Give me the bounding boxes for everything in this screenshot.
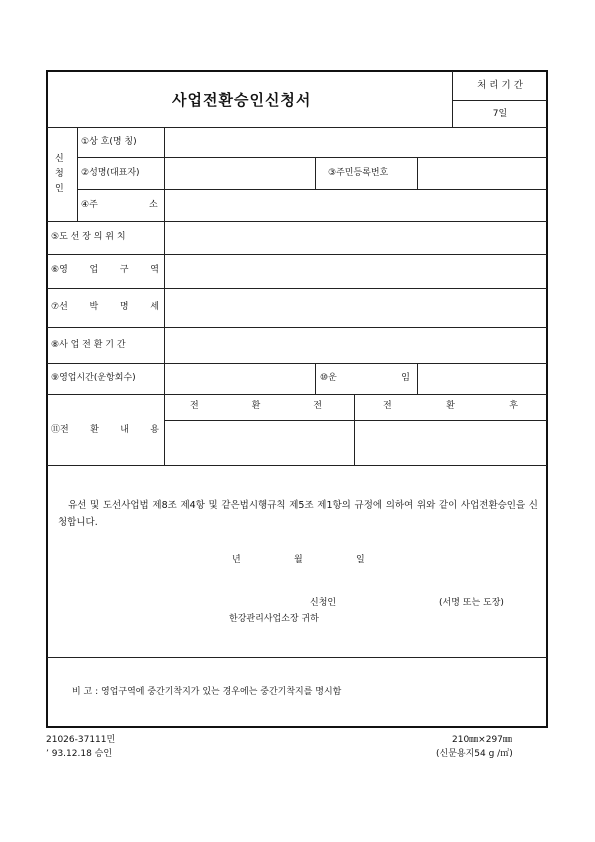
- address-label-end: 소: [149, 200, 158, 210]
- vessel-detail-label: [51, 303, 159, 312]
- vline-fare-left: [315, 363, 316, 394]
- vessel-detail-char: 박: [89, 302, 99, 312]
- vline-conv-mid: [354, 394, 355, 465]
- business-area-char: 역: [150, 265, 159, 275]
- before-char: 전: [313, 401, 322, 411]
- applicant-signature-label: 신청인: [310, 598, 337, 608]
- vline-rrn-right: [417, 157, 418, 189]
- vline-applicant: [77, 127, 78, 221]
- trade-name-label: ①상 호(명 칭): [81, 137, 137, 147]
- line-row7: [47, 363, 547, 364]
- remarks-text: 비 고 : 영업구역에 중간기착지가 있는 경우에는 중간기착지를 명시함: [72, 687, 342, 697]
- vessel-detail-char: 세: [150, 302, 159, 312]
- line-conv-bottom: [47, 465, 547, 466]
- applicant-char-2: 청: [55, 169, 64, 179]
- applicant-char-1: 신: [55, 154, 64, 164]
- line-row8: [47, 394, 547, 395]
- date-year-label: 년: [232, 555, 241, 565]
- after-char: 환: [446, 401, 455, 411]
- line-conv-head: [164, 420, 547, 421]
- date-month-label: 월: [294, 555, 303, 565]
- business-area-char: ⑥영: [51, 265, 68, 275]
- processing-period-label: 처 리 기 간: [477, 80, 523, 91]
- line-row1: [77, 157, 547, 158]
- business-hours-label: ⑨영업시간(운항회수): [51, 373, 136, 383]
- line-row6: [47, 327, 547, 328]
- before-char: 전: [190, 401, 199, 411]
- declaration-text: 유선 및 도선사업법 제8조 제4항 및 같은법시행규칙 제5조 제1항의 규정에 의하여 위와 같이 사업전환승인을 신청합니다.: [58, 500, 538, 528]
- form-number: 21026-37111민: [46, 735, 116, 745]
- before-char: 환: [251, 401, 261, 411]
- conversion-content-label: [51, 426, 159, 435]
- representative-label: ②성명(대표자): [81, 168, 140, 178]
- line-row4: [47, 254, 547, 255]
- paper-size: 210㎜×297㎜: [452, 735, 512, 745]
- addressee: 한강관리사업소장 귀하: [229, 614, 319, 624]
- applicant-char-3: 인: [55, 184, 64, 194]
- vline-processing: [452, 71, 453, 128]
- after-char: 후: [509, 401, 518, 411]
- conversion-content-char: 환: [90, 425, 99, 435]
- resident-number-label: ③주민등록번호: [328, 168, 389, 178]
- fare-label: [320, 374, 410, 383]
- dock-location-label: ⑤도 선 장 의 위 치: [51, 232, 126, 242]
- before-conversion-label: [190, 402, 322, 411]
- address-label-start: ④주: [81, 200, 98, 210]
- paper-spec: (신문용지54 g /㎡): [436, 749, 513, 759]
- business-area-label: [51, 266, 159, 275]
- line-row5: [47, 288, 547, 289]
- line-remarks-top: [47, 657, 547, 658]
- line-row2: [77, 189, 547, 190]
- line-processing-mid: [452, 100, 547, 101]
- approval-date: ’ 93.12.18 승인: [46, 749, 113, 759]
- business-area-char: 업: [89, 265, 99, 275]
- conversion-period-label: ⑧사 업 전 환 기 간: [51, 340, 126, 350]
- business-area-char: 구: [119, 265, 129, 275]
- date-day-label: 일: [356, 555, 365, 565]
- form-title: 사업전환승인신청서: [172, 91, 312, 109]
- processing-period-value: 7일: [492, 109, 508, 119]
- vline-fare-right: [417, 363, 418, 394]
- conversion-content-char: ⑪전: [51, 425, 69, 435]
- after-char: 전: [383, 401, 392, 411]
- fare-char: ⑩운: [320, 373, 337, 383]
- vessel-detail-char: ⑦선: [51, 302, 68, 312]
- signature-hint: (서명 또는 도장): [439, 598, 504, 608]
- conversion-content-char: 내: [120, 425, 129, 435]
- vline-label: [164, 127, 165, 465]
- vessel-detail-char: 명: [119, 302, 129, 312]
- vline-rrn-left: [315, 157, 316, 189]
- fare-char: 임: [401, 373, 410, 383]
- line-title-bottom: [47, 127, 547, 128]
- conversion-content-char: 용: [150, 425, 159, 435]
- after-conversion-label: [383, 402, 518, 411]
- line-row3: [47, 221, 547, 222]
